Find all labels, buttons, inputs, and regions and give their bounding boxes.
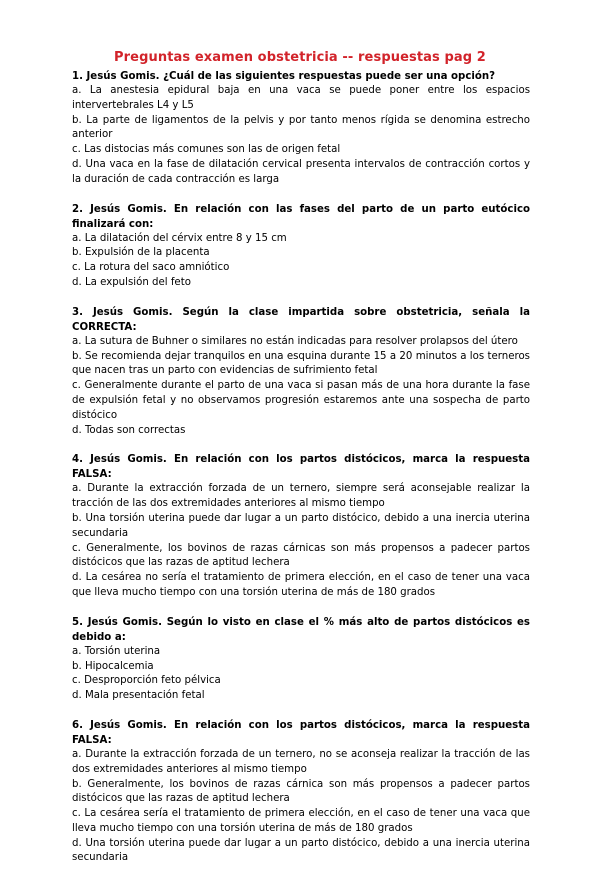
question-header: 5. Jesús Gomis. Según lo visto en clase el % más alto de partos distócicos es debido a:: [72, 616, 530, 643]
option-b: b. Se recomienda dejar tranquilos en una esquina durante 15 a 20 minutos a los terneros que nacen tras un parto con evidencias de sufrimiento fetal: [72, 350, 530, 377]
question-header: 1. Jesús Gomis. ¿Cuál de las siguientes respuestas puede ser una opción?: [72, 71, 496, 82]
question-header: 6. Jesús Gomis. En relación con los partos distócicos, marca la respuesta FALSA:: [72, 719, 530, 746]
question-header: 3. Jesús Gomis. Según la clase impartida sobre obstetricia, señala la CORRECTA:: [72, 306, 530, 333]
question-4: [72, 452, 530, 600]
question-header: 2. Jesús Gomis. En relación con las fases del parto de un parto eutócico finalizará con:: [72, 203, 530, 230]
option-a: a. Durante la extracción forzada de un ternero, no se aconseja realizar la tracción de las dos extremidades anteriores al mismo tiempo: [72, 748, 530, 775]
option-c: c. Generalmente durante el parto de una vaca si pasan más de una hora durante la fase de expulsión fetal y no observamos progresión estaremos ante una sospecha de parto distócico: [72, 380, 530, 421]
question-header: 4. Jesús Gomis. En relación con los partos distócicos, marca la respuesta FALSA:: [72, 454, 530, 481]
option-d: d. Mala presentación fetal: [72, 690, 205, 702]
option-b: b. Generalmente, los bovinos de razas cárnica son más propensos a padecer partos distócicos que las razas de aptitud lechera: [72, 778, 530, 805]
option-d: d. La cesárea no sería el tratamiento de primera elección, en el caso de tener una vaca que lleva mucho tiempo con una torsión uterina de más de 180 grados: [72, 572, 530, 598]
option-c: c. Generalmente, los bovinos de razas cárnicas son más propensos a padecer partos distócicos que las razas de aptitud lechera: [72, 542, 530, 569]
option-a: a. Torsión uterina: [72, 645, 161, 657]
option-b: b. Expulsión de la placenta: [72, 247, 210, 259]
question-list: [72, 69, 530, 880]
question-1: [72, 69, 530, 188]
option-b: b. La parte de ligamentos de la pelvis y por tanto menos rígida se denomina estrecho anterior: [72, 114, 530, 141]
option-b: b. Una torsión uterina puede dar lugar a un parto distócico, debido a una inercia uterina secundaria: [72, 512, 530, 539]
option-d: d. Una torsión uterina puede dar lugar a un parto distócico, debido a una inercia uterina secundaria: [72, 837, 530, 864]
page-title: Preguntas examen obstetricia -- respuestas pag 2: [114, 50, 486, 65]
option-d: d. Una vaca en la fase de dilatación cervical presenta intervalos de contracción cortos y la duración de cada contracción es larga: [72, 158, 530, 185]
question-5: [72, 615, 530, 704]
option-a: a. La sutura de Buhner o similares no están indicadas para resolver prolapsos del útero: [72, 335, 518, 347]
option-b: b. Hipocalcemia: [72, 660, 154, 672]
option-d: d. La expulsión del feto: [72, 276, 191, 288]
option-c: c. Las distocias más comunes son las de origen fetal: [72, 144, 341, 156]
option-a: a. La anestesia epidural baja en una vaca se puede poner entre los espacios intervertebrales L4 y L5: [72, 85, 530, 111]
option-a: a. La dilatación del cérvix entre 8 y 15 cm: [72, 232, 287, 244]
option-a: a. Durante la extracción forzada de un ternero, siempre será aconsejable realizar la tracción de las dos extremidades anteriores al mismo tiempo: [72, 483, 530, 510]
question-2: [72, 202, 530, 291]
option-c: c. Desproporción feto pélvica: [72, 675, 221, 687]
question-3: [72, 305, 530, 439]
option-c: c. La rotura del saco amniótico: [72, 262, 230, 274]
option-d: d. Todas son correctas: [72, 424, 186, 436]
option-c: c. La cesárea sería el tratamiento de primera elección, en el caso de tener una vaca que lleva mucho tiempo con una torsión uterina de más de 180 grados: [72, 808, 530, 834]
question-6: [72, 718, 530, 866]
